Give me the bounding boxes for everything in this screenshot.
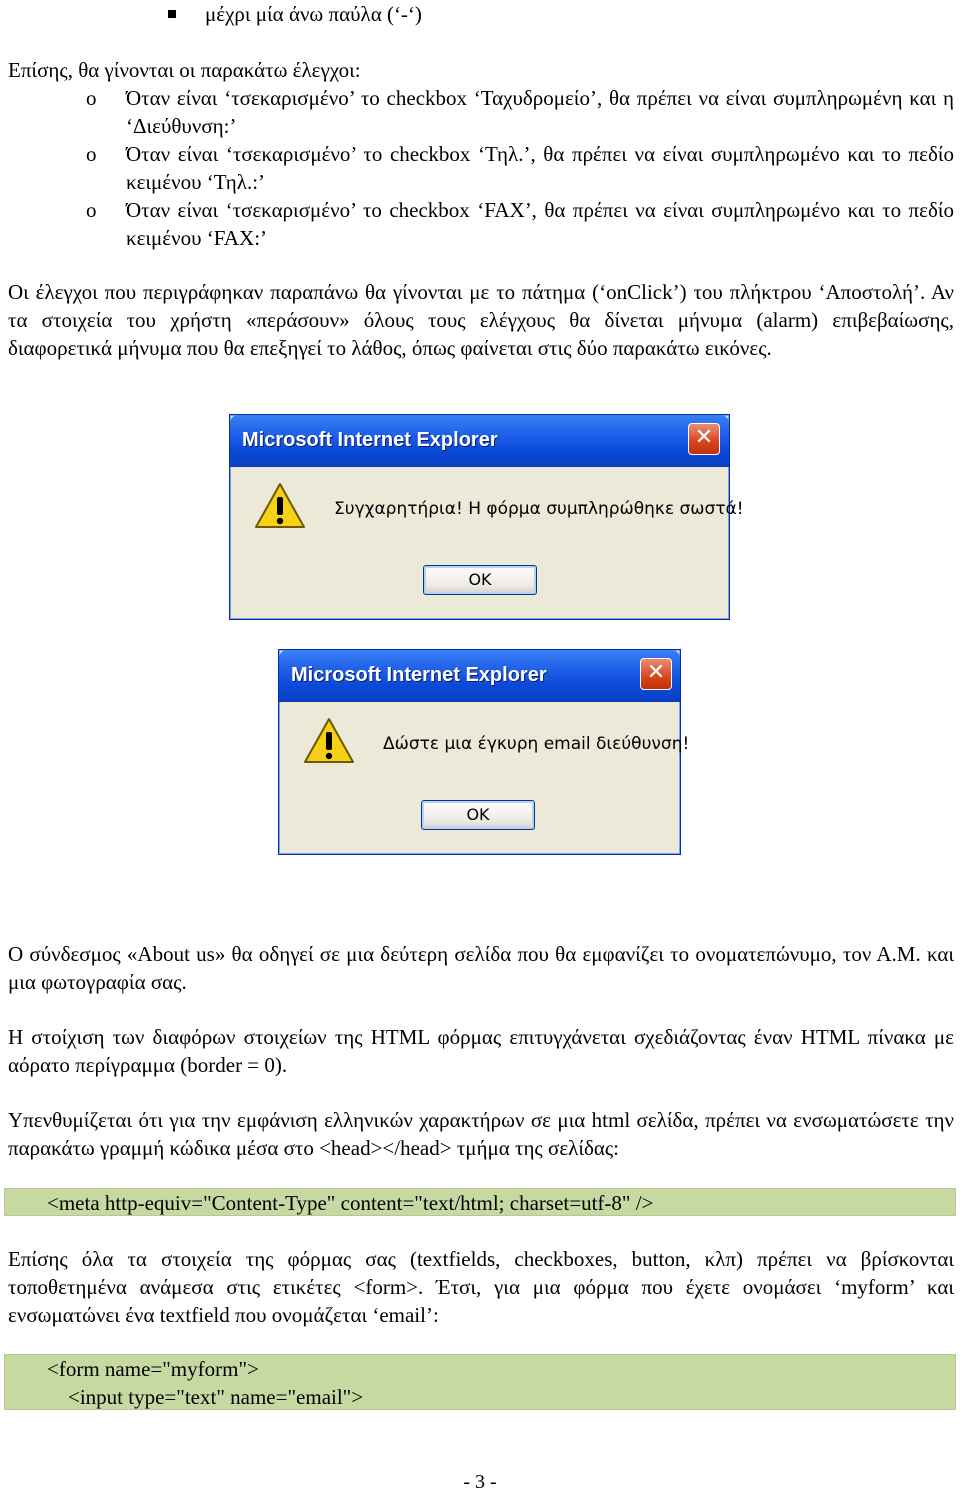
dialog-title: Microsoft Internet Explorer <box>242 429 498 451</box>
warning-icon <box>254 481 306 531</box>
list-item-text: Όταν είναι ‘τσεκαρισμένο’ το checkbox ‘Τηλ.’, θα πρέπει να είναι συμπληρωμένο και το πεδίο κειμένου ‘Τηλ.:’ <box>126 142 954 194</box>
list-marker: o <box>86 142 97 166</box>
code-line: <input type="text" name="email"> <box>47 1385 364 1409</box>
warning-icon <box>303 716 355 766</box>
list-marker: o <box>86 198 97 222</box>
close-button[interactable]: ✕ <box>688 423 720 455</box>
dialog-titlebar <box>279 650 680 702</box>
list-item-text: Όταν είναι ‘τσεκαρισμένο’ το checkbox ‘FAX’, θα πρέπει να είναι συμπληρωμένο και το πεδίο κειμένου ‘FAX:’ <box>126 198 954 250</box>
square-bullet-icon <box>168 10 176 18</box>
success-dialog <box>229 414 744 620</box>
page-number: - 3 - <box>463 1471 497 1493</box>
top-bullet-text: μέχρι μία άνω παύλα (‘-‘) <box>205 2 422 26</box>
dialog-message: Δώστε μια έγκυρη email διεύθυνση! <box>383 734 690 754</box>
code-line: <form name="myform"> <box>47 1357 259 1381</box>
dialog-message: Συγχαρητήρια! Η φόρμα συμπληρώθηκε σωστά! <box>334 499 744 519</box>
form-paragraph: Επίσης όλα τα στοιχεία της φόρμας σας (textfields, checkboxes, button, κλπ) πρέπει να βρίσκονται τοποθετημένα ανάμεσα στις ετικέτες <form>. Έτσι, για μια φόρμα που έχετε ονομάσει ‘myform’ και ενσωματώνει ένα textfield που ονομάζεται ‘email’: <box>8 1247 954 1327</box>
about-paragraph: Ο σύνδεσμος «About us» θα οδηγεί σε μια δεύτερη σελίδα που θα εμφανίζει το ονοματεπώνυμο, τον Α.Μ. και μια φωτογραφία σας. <box>8 942 954 994</box>
meta-code-block <box>4 1188 956 1216</box>
dialog-titlebar <box>230 415 729 467</box>
alignment-paragraph: Η στοίχιση των διαφόρων στοιχείων της HTML φόρμας επιτυγχάνεται σχεδιάζοντας έναν HTML πίνακα με αόρατο περίγραμμα (border = 0). <box>8 1025 954 1077</box>
close-button[interactable]: ✕ <box>640 658 672 690</box>
ok-button[interactable]: OK <box>423 565 537 595</box>
list-marker: o <box>86 86 97 110</box>
form-code-block <box>4 1354 956 1410</box>
code-line: <meta http-equiv="Content-Type" content="text/html; charset=utf-8" /> <box>47 1191 654 1215</box>
checks-intro: Επίσης, θα γίνονται οι παρακάτω έλεγχοι: <box>8 58 361 82</box>
dialog-title: Microsoft Internet Explorer <box>291 664 547 686</box>
ok-button[interactable]: OK <box>421 800 535 830</box>
onclick-paragraph: Οι έλεγχοι που περιγράφηκαν παραπάνω θα γίνονται με το πάτημα (‘onClick’) του πλήκτρου ‘Αποστολή’. Αν τα στοιχεία του χρήστη «περάσουν» όλους τους ελέγχους θα δίνεται μήνυμα (alarm) επιβεβαίωσης, διαφορετικά μήνυμα που θα επεξηγεί το λάθος, όπως φαίνεται στις δύο παρακάτω εικόνες. <box>8 280 954 360</box>
error-dialog <box>278 649 690 855</box>
list-item-text: Όταν είναι ‘τσεκαρισμένο’ το checkbox ‘Ταχυδρομείο’, θα πρέπει να είναι συμπληρωμένη και η ‘Διεύθυνση:’ <box>126 86 954 138</box>
charset-paragraph: Υπενθυμίζεται ότι για την εμφάνιση ελληνικών χαρακτήρων σε μια html σελίδα, πρέπει να ενσωματώσετε την παρακάτω γραμμή κώδικα μέσα στο <head></head> τμήμα της σελίδας: <box>8 1108 954 1160</box>
